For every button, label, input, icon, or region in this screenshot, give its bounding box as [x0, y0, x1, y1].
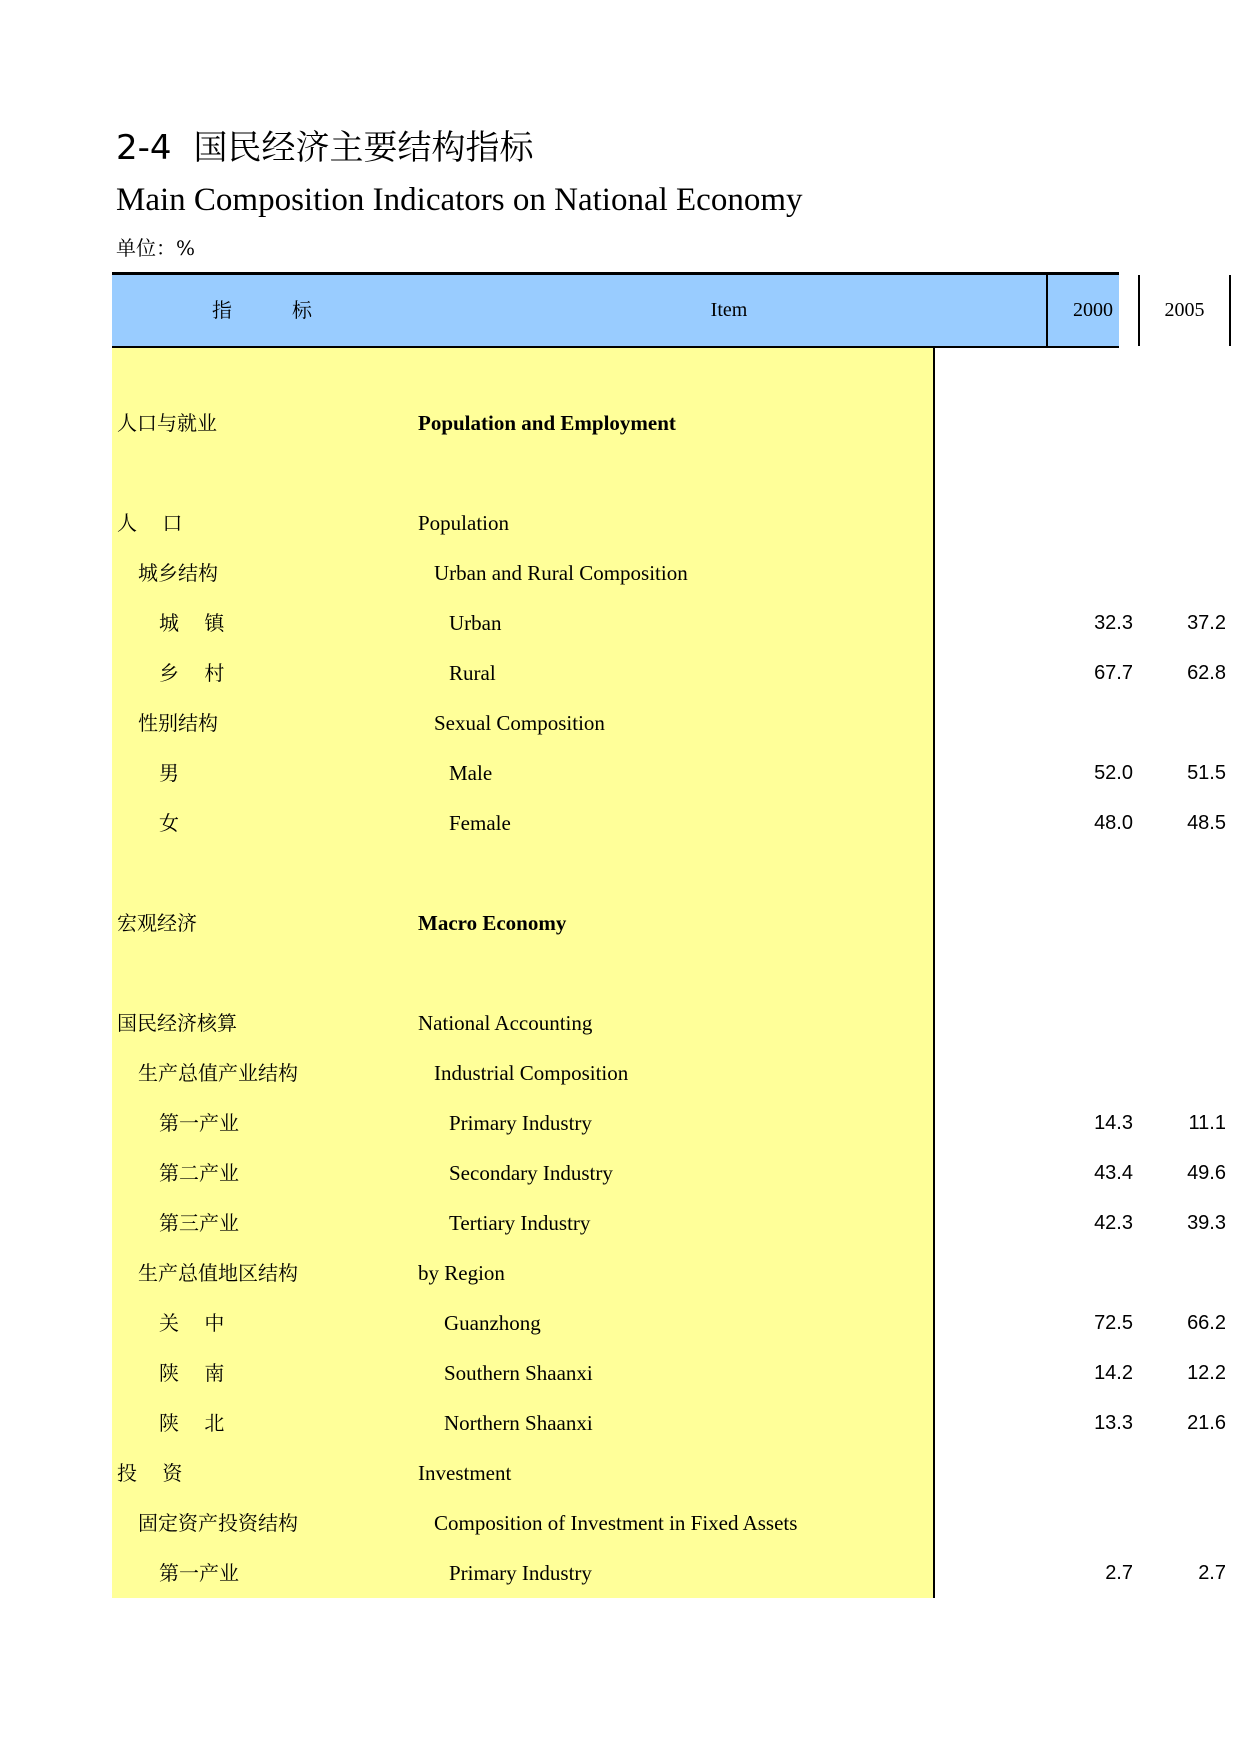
table-row: [112, 1448, 1119, 1498]
row-label-english: Macro Economy: [418, 911, 567, 935]
table-row: [112, 698, 1119, 748]
value-2000: 2.7: [1105, 1562, 1133, 1584]
row-label-english: Rural: [449, 661, 496, 685]
row-label-english: National Accounting: [418, 1011, 593, 1035]
table-row: [112, 498, 1119, 548]
table-row: [112, 1198, 1226, 1248]
value-2000: 43.4: [1094, 1162, 1133, 1184]
unit-label: 单位：%: [116, 236, 196, 260]
table-row: [112, 998, 1119, 1048]
table-row: [112, 398, 1119, 448]
row-label-english: by Region: [418, 1261, 505, 1285]
row-label-chinese: 第二产业: [159, 1161, 239, 1185]
table-header: [112, 275, 1205, 348]
value-2005: 49.6: [1187, 1162, 1226, 1184]
value-2000: 14.2: [1094, 1362, 1133, 1384]
row-label-chinese: 男: [159, 761, 179, 785]
row-label-english: Male: [449, 761, 493, 785]
value-2000: 72.5: [1094, 1312, 1133, 1334]
row-label-chinese: 女: [159, 811, 179, 835]
row-label-chinese: 乡 村: [159, 661, 225, 685]
row-label-chinese: 性别结构: [138, 711, 218, 735]
row-label-chinese: 人 口: [117, 511, 183, 535]
table-row: [112, 548, 1119, 598]
row-label-english: Population and Employment: [418, 411, 676, 435]
row-label-chinese: 生产总值地区结构: [138, 1261, 298, 1285]
row-label-english: Investment: [418, 1461, 512, 1485]
row-label-chinese: 城乡结构: [138, 561, 218, 585]
title-chinese: 国民经济主要结构指标: [193, 128, 534, 168]
table-row: [112, 1098, 1226, 1148]
value-2005: 62.8: [1187, 662, 1226, 684]
value-2005: 37.2: [1187, 612, 1226, 634]
table-row: [112, 1248, 1119, 1298]
row-label-english: Secondary Industry: [449, 1161, 613, 1185]
value-2000: 48.0: [1094, 812, 1133, 834]
row-label-english: Guanzhong: [444, 1311, 541, 1335]
table-row: [112, 798, 1226, 848]
value-2000: 13.3: [1094, 1412, 1133, 1434]
value-2005: 48.5: [1187, 812, 1226, 834]
table-row: [112, 1548, 1226, 1598]
row-label-english: Northern Shaanxi: [444, 1411, 593, 1435]
row-label-chinese: 投 资: [117, 1461, 183, 1485]
header-indicator: 指 标: [212, 298, 312, 322]
table-body: [112, 348, 1226, 1598]
row-label-chinese: 生产总值产业结构: [138, 1061, 298, 1085]
value-2000: 42.3: [1094, 1212, 1133, 1234]
table-row: [112, 1298, 1226, 1348]
row-label-english: Tertiary Industry: [449, 1211, 591, 1235]
row-label-english: Female: [449, 811, 511, 835]
row-label-chinese: 关 中: [159, 1311, 225, 1335]
table-row: [112, 1348, 1226, 1398]
table-row: [112, 1498, 1119, 1548]
row-label-chinese: 陕 南: [159, 1361, 225, 1385]
table-row: [112, 898, 1119, 948]
value-2000: 52.0: [1094, 762, 1133, 784]
value-2000: 14.3: [1094, 1112, 1133, 1134]
table-row: [112, 748, 1226, 798]
table-row: [112, 1148, 1226, 1198]
row-label-english: Primary Industry: [449, 1561, 592, 1585]
table-row: [112, 598, 1226, 648]
table-row: [112, 1048, 1119, 1098]
value-2005: 39.3: [1187, 1212, 1226, 1234]
page-title: [116, 124, 534, 172]
table-row: [112, 648, 1226, 698]
header-item: Item: [710, 299, 748, 321]
row-label-chinese: 国民经济核算: [117, 1011, 237, 1035]
title-english: Main Composition Indicators on National Economy: [116, 182, 803, 218]
value-2005: 12.2: [1187, 1362, 1226, 1384]
row-label-chinese: 人口与就业: [117, 411, 217, 435]
row-label-chinese: 固定资产投资结构: [138, 1511, 298, 1535]
header-year-2005: 2005: [1138, 275, 1231, 346]
row-label-english: Urban and Rural Composition: [434, 561, 688, 585]
row-label-english: Industrial Composition: [434, 1061, 629, 1085]
table-number: 2-4: [116, 128, 172, 168]
row-label-english: Primary Industry: [449, 1111, 592, 1135]
row-label-english: Urban: [449, 611, 502, 635]
value-2005: 21.6: [1187, 1412, 1226, 1434]
value-2005: 66.2: [1187, 1312, 1226, 1334]
value-2005: 2.7: [1198, 1562, 1226, 1584]
row-label-chinese: 第一产业: [159, 1561, 239, 1585]
row-label-english: Sexual Composition: [434, 711, 605, 735]
row-label-chinese: 第一产业: [159, 1111, 239, 1135]
row-label-english: Population: [418, 511, 510, 535]
row-label-english: Composition of Investment in Fixed Assets: [434, 1511, 798, 1535]
row-label-chinese: 城 镇: [159, 611, 225, 635]
row-label-chinese: 陕 北: [159, 1411, 225, 1435]
value-2000: 67.7: [1094, 662, 1133, 684]
row-label-chinese: 宏观经济: [117, 911, 197, 935]
value-2000: 32.3: [1094, 612, 1133, 634]
value-2005: 11.1: [1188, 1112, 1226, 1134]
row-label-english: Southern Shaanxi: [444, 1361, 593, 1385]
value-2005: 51.5: [1187, 762, 1226, 784]
table-row: [112, 1398, 1226, 1448]
row-label-chinese: 第三产业: [159, 1211, 239, 1235]
header-year-2000: 2000: [1046, 275, 1138, 346]
